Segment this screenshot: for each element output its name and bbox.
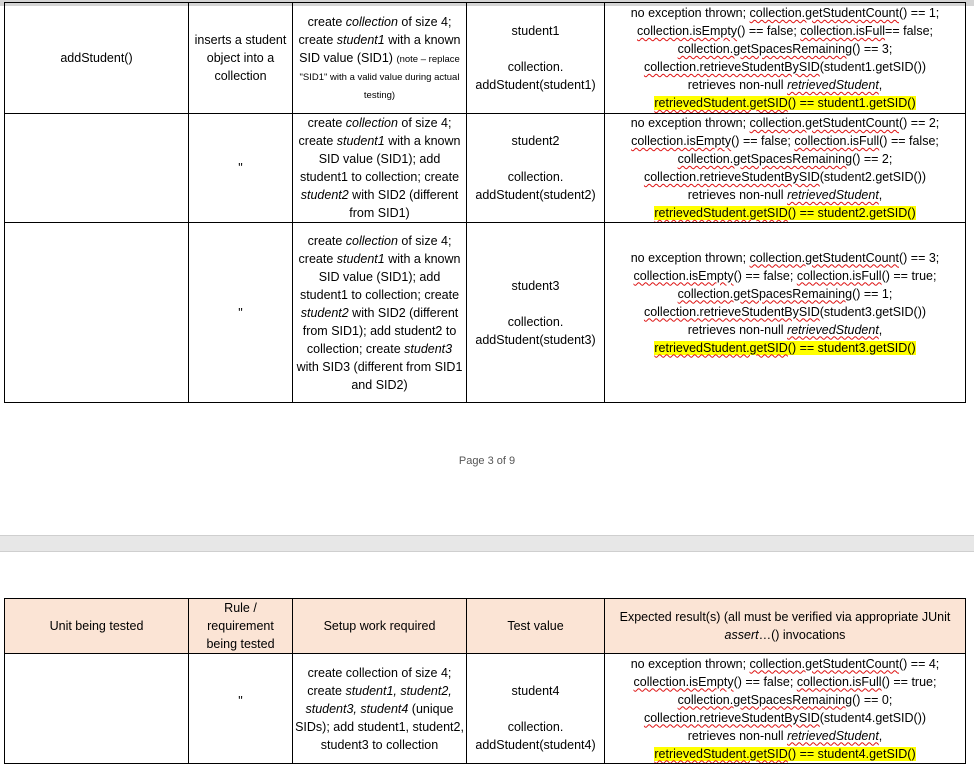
expected-text: () == true; [881, 674, 937, 689]
page-footer: Page 3 of 9 [458, 455, 516, 467]
expected-text: no exception thrown; [630, 116, 750, 130]
header-row [5, 599, 966, 654]
setup-italic: student1 [336, 251, 385, 266]
expected-code: retrievedStudent.getSID [654, 96, 788, 110]
test-table-page-3 [4, 2, 966, 403]
expected-text: retrieves non-null [687, 322, 788, 337]
expected-code: retrievedStudent.getSID [654, 340, 788, 355]
expected-text: , [878, 728, 883, 743]
header-expected-italic: assert [724, 628, 759, 642]
table-row [5, 114, 966, 223]
setup-italic: student1 [336, 134, 385, 148]
expected-text: () == 1; [898, 6, 940, 20]
unit-cell [5, 3, 189, 114]
expected-code: collection.getSpacesRemaining [677, 152, 853, 166]
setup-text: create collection of size 4; create [307, 665, 452, 698]
setup-text: of size 4; create [298, 15, 452, 47]
expected-text: () == false; [733, 268, 797, 283]
expected-code: retrievedStudent [787, 322, 879, 337]
expected-code: retrievedStudent.getSID [654, 206, 788, 220]
expected-code: collection.isEmpty [637, 24, 738, 38]
test-value-line: student1 [511, 24, 560, 38]
expected-code: retrievedStudent.getSID [654, 746, 788, 761]
test-value-line: addStudent(student4) [475, 737, 596, 752]
setup-text: of size 4; create [298, 233, 452, 266]
expected-text: () == false; [731, 134, 795, 148]
expected-code: collection.isEmpty [633, 674, 734, 689]
table-row [5, 654, 966, 764]
unit-text: addStudent() [60, 51, 133, 65]
expected-text: (student3.getSID()) [819, 304, 927, 319]
header-rule: Rule / requirement being tested [189, 599, 293, 654]
setup-text: create [307, 233, 346, 248]
test-value-line: student2 [511, 134, 560, 148]
unit-cell [5, 223, 189, 403]
expected-code: collection.isEmpty [633, 268, 734, 283]
rule-text: inserts a student object into a collection [194, 33, 287, 83]
expected-code: collection.getStudentCount [749, 250, 899, 265]
test-value-cell [467, 3, 605, 114]
expected-text: () == 2; [898, 116, 940, 130]
expected-code: collection.getSpacesRemaining [677, 692, 853, 707]
expected-text: retrieves non-null [687, 728, 788, 743]
expected-code: collection.getSpacesRemaining [677, 42, 853, 56]
expected-text: (student4.getSID()) [819, 710, 927, 725]
table-row [5, 3, 966, 114]
expected-code: retrievedStudent [787, 728, 879, 743]
header-expected-text: …() invocations [758, 628, 846, 642]
expected-code: collection.isFull [796, 268, 882, 283]
expected-code: retrievedStudent [787, 188, 879, 202]
ditto-mark: " [238, 305, 243, 320]
setup-italic: student3 [404, 341, 453, 356]
test-value-line: collection. [507, 314, 564, 329]
header-setup: Setup work required [293, 599, 467, 654]
expected-code: collection.isEmpty [631, 134, 732, 148]
expected-text: , [878, 188, 883, 202]
expected-code: collection.getStudentCount [749, 656, 899, 671]
expected-text: no exception thrown; [630, 250, 750, 265]
test-value-line: student3 [511, 278, 560, 293]
header-expected [605, 599, 966, 654]
rule-cell [189, 114, 293, 223]
expected-code: collection.isFull [796, 674, 882, 689]
expected-code: collection.getStudentCount [749, 6, 899, 20]
setup-italic: student1 [336, 33, 385, 47]
header-expected-text: Expected result(s) (all must be verified via appropriate JUnit [619, 610, 951, 624]
setup-text: with SID2 (different from SID1) [348, 188, 459, 220]
test-value-line: addStudent(student3) [475, 332, 596, 347]
expected-text: () == 3; [898, 250, 940, 265]
expected-code: retrievedStudent [787, 78, 879, 92]
expected-cell [605, 3, 966, 114]
setup-text: of size 4; create [298, 116, 452, 148]
expected-code: collection.retrieveStudentBySID [643, 60, 820, 74]
setup-italic: collection [345, 116, 398, 130]
setup-italic: student2 [300, 188, 349, 202]
setup-cell [293, 3, 467, 114]
expected-text: retrieves non-null [687, 78, 788, 92]
setup-note: (note – replace "SID1" with a valid value during actual testing) [299, 54, 460, 101]
header-unit: Unit being tested [5, 599, 189, 654]
setup-italic: collection [345, 233, 398, 248]
expected-code: collection.retrieveStudentBySID [643, 170, 820, 184]
expected-text: () == false; [733, 674, 797, 689]
setup-cell [293, 223, 467, 403]
expected-text: () == 4; [898, 656, 940, 671]
expected-code: collection.retrieveStudentBySID [643, 710, 820, 725]
expected-text: retrieves non-null [687, 188, 788, 202]
expected-code: collection.retrieveStudentBySID [643, 304, 820, 319]
ditto-mark: " [238, 694, 243, 708]
expected-text: no exception thrown; [630, 6, 750, 20]
rule-cell [189, 3, 293, 114]
expected-text: () == 2; [852, 152, 893, 166]
expected-text: () == student2.getSID() [787, 206, 916, 220]
test-value-line: addStudent(student1) [475, 78, 596, 92]
test-value-cell [467, 223, 605, 403]
unit-cell [5, 654, 189, 764]
expected-text: == false; [885, 24, 933, 38]
setup-text: with a known SID value (SID1); add student1 to collection; create [299, 134, 461, 184]
expected-code: collection.getSpacesRemaining [677, 286, 853, 301]
setup-italic: student2 [300, 305, 349, 320]
setup-italic: collection [345, 15, 398, 29]
header-test-value: Test value [467, 599, 605, 654]
test-value-cell [467, 114, 605, 223]
expected-text: () == student1.getSID() [787, 96, 916, 110]
setup-cell [293, 654, 467, 764]
expected-text: () == false; [879, 134, 939, 148]
expected-text: () == student3.getSID() [787, 340, 916, 355]
setup-text: with SID2 (different from SID1); add student2 to collection; create [302, 305, 459, 356]
expected-code: collection.isFull [794, 134, 880, 148]
test-value-line: collection. [507, 60, 564, 74]
rule-cell [189, 223, 293, 403]
unit-cell [5, 114, 189, 223]
expected-text: , [878, 322, 883, 337]
setup-italic: student1, student2, student3, student4 [305, 683, 452, 716]
expected-code: collection.getStudentCount [749, 116, 899, 130]
setup-text: with a known SID value (SID1) [299, 33, 461, 65]
expected-text: () == 3; [852, 42, 893, 56]
expected-cell [605, 654, 966, 764]
expected-text: () == student4.getSID() [787, 746, 916, 761]
setup-text: create [307, 15, 346, 29]
expected-text: () == 1; [852, 286, 893, 301]
expected-text: no exception thrown; [630, 656, 750, 671]
expected-text: , [878, 78, 883, 92]
ditto-mark: " [238, 161, 243, 175]
setup-cell [293, 114, 467, 223]
test-table-page-4 [4, 598, 966, 764]
test-value-line: collection. [507, 170, 564, 184]
expected-text: (student2.getSID()) [819, 170, 927, 184]
setup-text: with a known SID value (SID1); add student1 to collection; create [299, 251, 461, 302]
page-break-gap [0, 535, 974, 552]
test-value-cell [467, 654, 605, 764]
expected-text: () == true; [881, 268, 937, 283]
expected-text: (student1.getSID()) [819, 60, 927, 74]
setup-text: (unique SIDs); add student1, student2, student3 to collection [295, 701, 464, 752]
table-row [5, 223, 966, 403]
rule-cell [189, 654, 293, 764]
expected-cell [605, 223, 966, 403]
test-value-line: student4 [511, 683, 560, 698]
setup-text: with SID3 (different from SID1 and SID2) [296, 359, 463, 392]
expected-cell [605, 114, 966, 223]
expected-code: collection.isFull [800, 24, 886, 38]
setup-text: create [307, 116, 346, 130]
expected-text: () == 0; [852, 692, 893, 707]
test-value-line: collection. [507, 719, 564, 734]
expected-text: () == false; [737, 24, 801, 38]
test-value-line: addStudent(student2) [475, 188, 596, 202]
